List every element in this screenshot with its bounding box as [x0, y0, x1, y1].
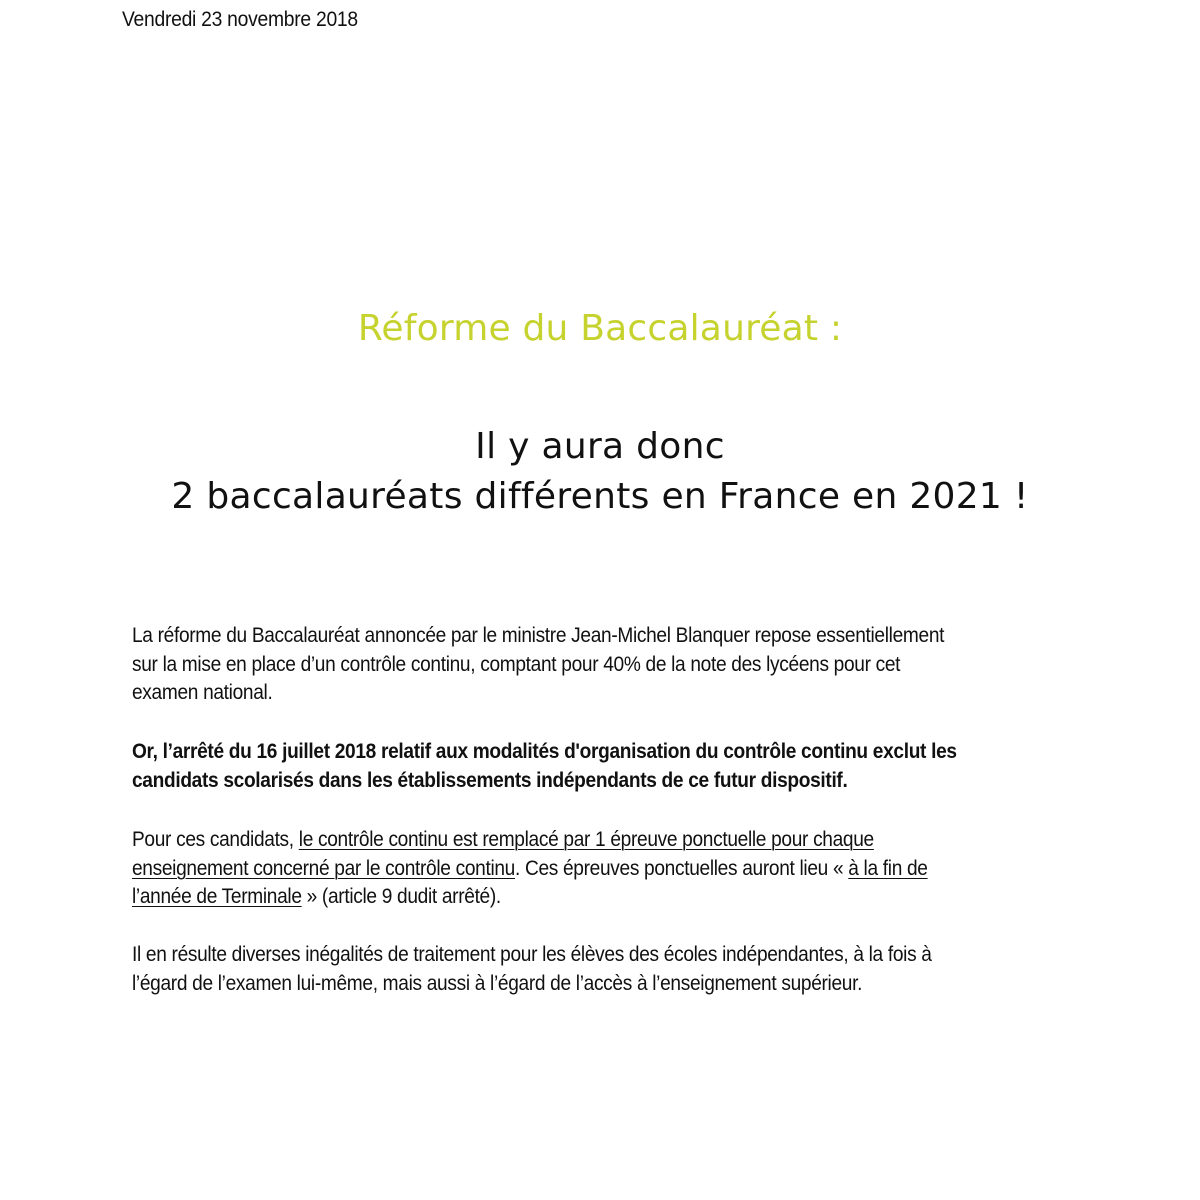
paragraph-introduction — [132, 622, 1051, 708]
paragraph-line: candidats scolarisés dans les établissements indépendants de ce futur dispositif. — [132, 768, 848, 792]
text-segment: . Ces épreuves ponctuelles auront lieu « — [514, 856, 849, 880]
document-subtitle — [0, 422, 1200, 522]
paragraph-candidates — [132, 826, 1051, 912]
paragraph-line — [132, 855, 1051, 884]
underlined-text: enseignement concerné par le contrôle continu — [132, 856, 515, 880]
paragraph-decree-bold — [132, 738, 1051, 795]
document-title: Réforme du Baccalauréat : — [357, 308, 843, 349]
underlined-text: à la fin de — [848, 856, 928, 880]
text-segment: Pour ces candidats, — [132, 828, 299, 851]
paragraph-line: l’égard de l’examen lui-même, mais aussi à l’égard de l’accès à l’enseignement supérieur. — [132, 971, 863, 995]
subtitle-line-2: 2 baccalauréats différents en France en 2021 ! — [171, 476, 1029, 517]
paragraph-line: Il en résulte diverses inégalités de traitement pour les élèves des écoles indépendantes, à la fois à — [132, 943, 932, 966]
text-segment: » (article 9 dudit arrêté). — [301, 885, 501, 908]
underlined-text: le contrôle continu est remplacé par 1 épreuve ponctuelle pour chaque — [298, 828, 874, 851]
paragraph-line: examen national. — [132, 681, 273, 704]
paragraph-line: sur la mise en place d’un contrôle continu, comptant pour 40% de la note des lycéens pour cet — [132, 652, 901, 676]
paragraph-line: Or, l’arrêté du 16 juillet 2018 relatif aux modalités d'organisation du contrôle continu exclut les — [132, 740, 957, 763]
paragraph-line — [132, 826, 1051, 855]
paragraph-line: La réforme du Baccalauréat annoncée par le ministre Jean-Michel Blanquer repose essentiellement — [132, 624, 945, 647]
underlined-text: l’année de Terminale — [132, 885, 302, 908]
subtitle-line-1: Il y aura donc — [475, 426, 725, 467]
paragraph-conclusion — [132, 941, 1051, 998]
paragraph-line — [132, 883, 1051, 912]
document-date: Vendredi 23 novembre 2018 — [122, 8, 358, 31]
